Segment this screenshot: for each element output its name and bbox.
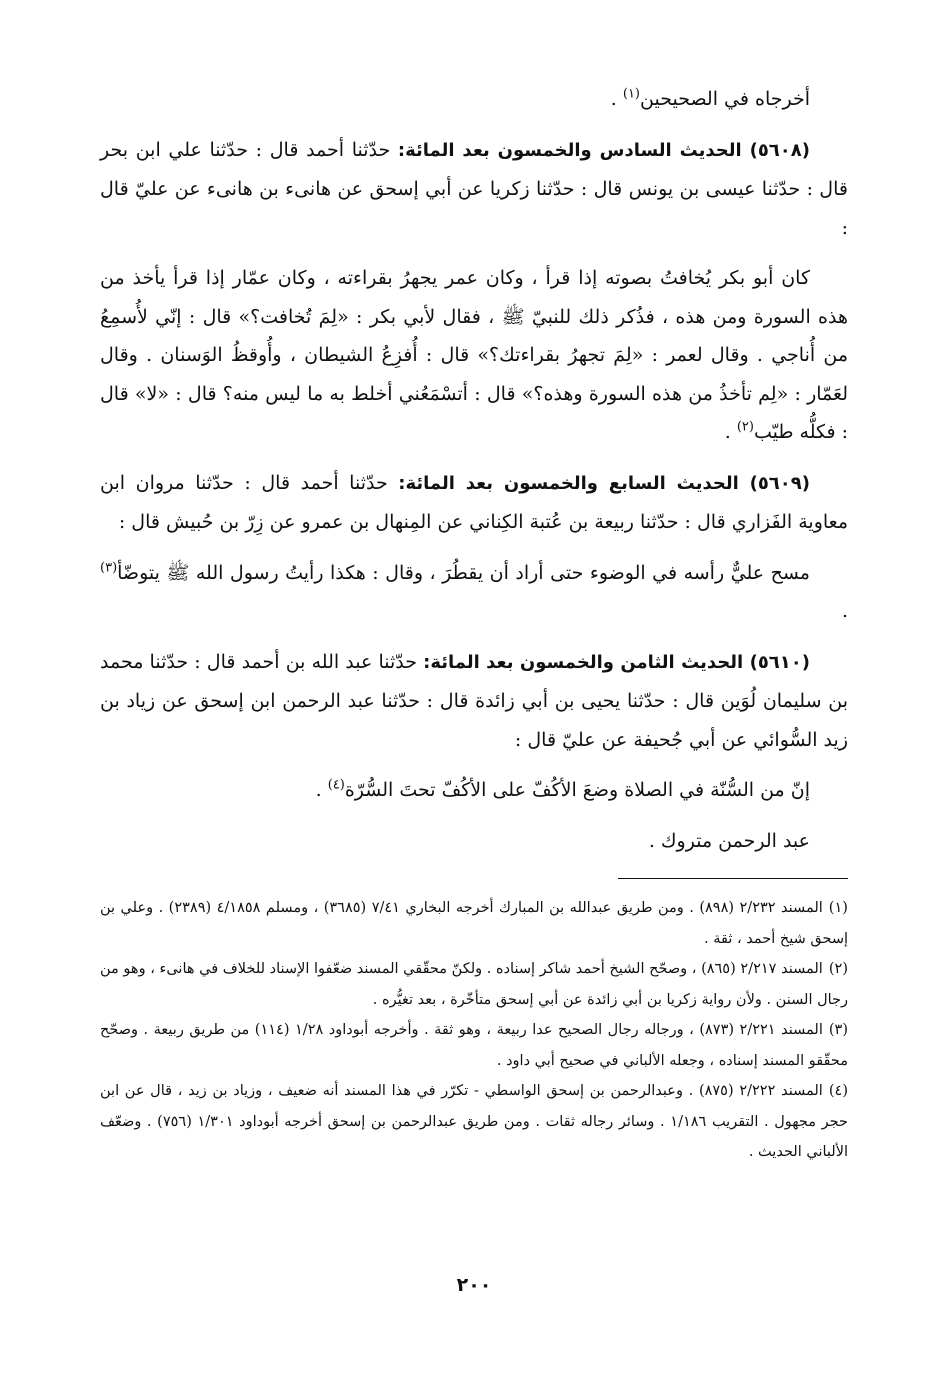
footnote-ref-1[interactable]: (١) xyxy=(622,86,640,102)
hadith-5609-heading: (٥٦٠٩) الحديث السابع والخمسون بعد المائة: xyxy=(398,472,810,494)
hadith-5610-body: إنّ من السُّنّة في الصلاة وضعَ الأكُفّ على الأكُفّ تحتَ السُّرّة xyxy=(344,779,810,801)
footnote-ref-3[interactable]: (٣) xyxy=(100,560,118,576)
hadith-5608-heading: (٥٦٠٨) الحديث السادس والخمسون بعد المائة: xyxy=(397,139,810,161)
footnote-2 xyxy=(100,954,848,1015)
intro-text: أخرجاه في الصحيحين xyxy=(640,88,810,110)
footnote-ref-4[interactable]: (٤) xyxy=(327,777,345,793)
footnote-4 xyxy=(100,1076,848,1168)
hadith-5610-heading: (٥٦١٠) الحديث الثامن والخمسون بعد المائة: xyxy=(423,651,810,673)
footnote-number: (١) xyxy=(828,900,848,916)
footnote-ref-2[interactable]: (٢) xyxy=(736,419,754,435)
footnote-1 xyxy=(100,893,848,954)
hadith-5609-body: مسح عليٌّ رأسه في الوضوء حتى أراد أن يقطُرَ ، وقال : هكذا رأيتُ رسول الله ﷺ يتوضّأ xyxy=(117,561,810,584)
footnotes xyxy=(100,893,848,1168)
paragraph-intro: أخرجاه في الصحيحين$^{(١)}$ . xyxy=(610,86,810,110)
hadith-5608-header xyxy=(100,131,848,248)
hadith-5610-header xyxy=(100,643,848,760)
hadith-5609-chain: حدّثنا أحمد قال : حدّثنا مروان ابن معاوية الفَزاري قال : حدّثنا ربيعة بن عُتبة الكِناني عن المِنهال بن عمرو عن زِرّ بن حُبيش قال : xyxy=(100,471,848,533)
footnote-3 xyxy=(100,1015,848,1076)
footnote-text: المسند ٢/٢٣٢ (٨٩٨) . ومن طريق عبدالله بن المبارك أخرجه البخاري ٧/٤١ (٣٦٨٥) ، ومسلم ٤/١٨٥٨ (٢٣٨٩) . وعلي بن إسحق شيخ أحمد ، ثقة . xyxy=(100,900,848,947)
main-text xyxy=(100,80,848,860)
hadith-5608-text: كان أبو بكر يُخافتُ بصوته إذا قرأ ، وكان عمر يجهرُ بقراءته ، وكان عمّار إذا قرأ يأخذ من هذه السورة ومن هذه ، فذُكر ذلك للنبيّ ﷺ ، فقال لأبي بكر : «لِمَ تُخافت؟» قال : إنّي لأُسمِعُ من أُناجي . وقال لعمر : «لِمَ تجهرُ بقراءتك؟» قال : أُفزِعُ الشيطان ، وأُوقظُ الوَسنان . وقال لعَمّار : «لِم تأخذُ من هذه السورة وهذه؟» قال : أتسْمَعُني أخلط به ما ليس منه؟ قال : «لا» قال : فكلُّه طيّب$^{(٢)}$ . xyxy=(100,267,848,443)
page xyxy=(100,80,848,1168)
hadith-5610-text: إنّ من السُّنّة في الصلاة وضعَ الأكُفّ على الأكُفّ تحتَ السُّرّة$^{(٤)}$ . xyxy=(315,777,810,801)
hadith-5609-header xyxy=(100,464,848,542)
hadith-5610-chain: حدّثنا عبد الله بن أحمد قال : حدّثنا محمد بن سليمان لُوَين قال : حدّثنا يحيى بن أبي زائدة قال : حدّثنا عبد الرحمن ابن إسحق عن زياد بن زيد السُّوائي عن أبي جُحيفة عن عليّ قال : xyxy=(100,650,848,751)
footnote-number: (٣) xyxy=(828,1022,848,1038)
footnote-number: (٤) xyxy=(828,1083,848,1099)
footnote-number: (٢) xyxy=(828,961,848,977)
page-number: ٢٠٠ xyxy=(456,1274,492,1296)
hadith-5608-body: كان أبو بكر يُخافتُ بصوته إذا قرأ ، وكان عمر يجهرُ بقراءته ، وكان عمّار إذا قرأ يأخذ من هذه السورة ومن هذه ، فذُكر ذلك للنبيّ ﷺ ، فقال لأبي بكر : «لِمَ تُخافت؟» قال : إنّي لأُسمِعُ من أُناجي . وقال لعمر : «لِمَ تجهرُ بقراءتك؟» قال : أُفزِعُ الشيطان ، وأُوقظُ الوَسنان . وقال لعَمّار : «لِم تأخذُ من هذه السورة وهذه؟» قال : أتسْمَعُني أخلط به ما ليس منه؟ قال : «لا» قال : فكلُّه طيّب xyxy=(100,267,848,443)
footnote-text: المسند ٢/٢٢٢ (٨٧٥) . وعبدالرحمن بن إسحق الواسطي - تكرّر في هذا المسند أنه ضعيف ، وزياد بن زيد ، قال عن ابن حجر مجهول . التقريب ١/١٨٦ . وسائر رجاله ثقات . ومن طريق عبدالرحمن بن إسحق أخرجه أبوداود ١/٣٠١ (٧٥٦) . وضعّف الألباني الحديث . xyxy=(100,1083,848,1160)
footnote-text: المسند ٢/٢٢١ (٨٧٣) ، ورجاله رجال الصحيح عدا ربيعة ، وهو ثقة . وأخرجه أبوداود ١/٢٨ (١١٤) من طريق ربيعة . وصحّح محقّقو المسند إسناده ، وجعله الألباني في صحيح أبي داود . xyxy=(100,1022,848,1069)
footnote-text: المسند ٢/٢١٧ (٨٦٥) ، وصحّح الشيخ أحمد شاكر إسناده . ولكنّ محقّقي المسند ضعّفوا الإسناد للخلاف في هانىء ، وهو من رجال السنن . ولأن رواية زكريا بن أبي زائدة عن أبي إسحق متأخّرة ، بعد تغيُّره . xyxy=(100,961,848,1008)
footnote-divider xyxy=(618,878,848,879)
hadith-5608-chain: حدّثنا أحمد قال : حدّثنا علي ابن بحر قال : حدّثنا عيسى بن يونس قال : حدّثنا زكريا عن أبي إسحق عن هانىء بن هانىء عن عليّ قال : xyxy=(100,138,848,239)
hadith-5609-text: مسح عليٌّ رأسه في الوضوء حتى أراد أن يقطُرَ ، وقال : هكذا رأيتُ رسول الله ﷺ يتوضّأ$^{(٣)}$ . xyxy=(100,560,848,622)
hadith-5610-remark: عبد الرحمن متروك . xyxy=(648,829,810,852)
